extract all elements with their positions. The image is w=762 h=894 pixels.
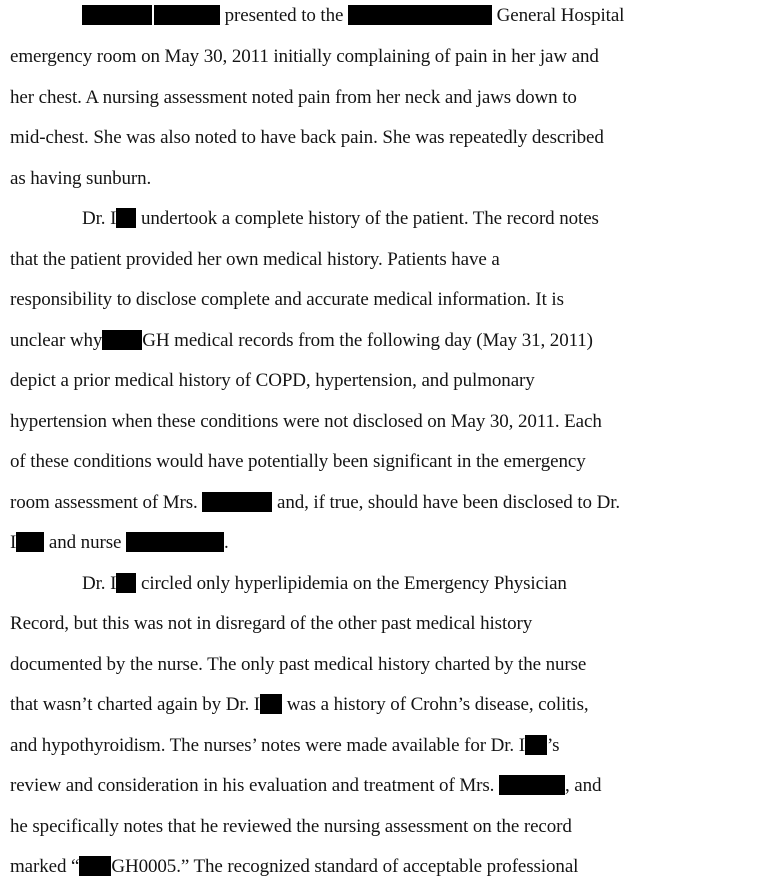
text-segment: room assessment of Mrs. xyxy=(10,492,198,513)
redaction-block xyxy=(154,5,220,25)
p2-line-8 xyxy=(10,492,620,514)
text-segment: GH medical records from the following day (May 31, 2011) xyxy=(142,330,593,351)
text-segment: was a history of Crohn’s disease, colitis, xyxy=(286,694,589,715)
p3-line-6 xyxy=(10,775,601,797)
text-segment: , and xyxy=(564,775,602,796)
text-segment: ’s xyxy=(546,735,560,756)
p3-line-8 xyxy=(10,856,578,878)
redaction-block xyxy=(202,492,272,512)
redaction-block xyxy=(260,694,282,714)
p2-line-7: of these conditions would have potentially been significant in the emergency xyxy=(10,451,586,472)
text-segment: marked “ xyxy=(10,856,80,877)
text-segment: and hypothyroidism. The nurses’ notes were made available for Dr. I xyxy=(10,735,525,756)
text-segment: undertook a complete history of the patient. The record notes xyxy=(140,208,599,229)
text-segment: Dr. I xyxy=(82,208,117,229)
p1-line-3: her chest. A nursing assessment noted pain from her neck and jaws down to xyxy=(10,87,577,108)
p1-line-1 xyxy=(82,5,624,27)
p1-line-4: mid-chest. She was also noted to have back pain. She was repeatedly described xyxy=(10,127,604,148)
p3-line-3: documented by the nurse. The only past medical history charted by the nurse xyxy=(10,654,587,675)
p2-line-4 xyxy=(10,330,593,352)
text-segment: circled only hyperlipidemia on the Emergency Physician xyxy=(140,573,567,594)
p2-line-9 xyxy=(10,532,229,554)
redaction-block xyxy=(102,330,142,350)
p3-line-2: Record, but this was not in disregard of the other past medical history xyxy=(10,613,533,634)
text-segment: General Hospital xyxy=(496,5,625,26)
p3-line-4 xyxy=(10,694,589,716)
redaction-block xyxy=(116,573,136,593)
p2-line-6: hypertension when these conditions were not disclosed on May 30, 2011. Each xyxy=(10,411,602,432)
text-segment: and nurse xyxy=(48,532,122,553)
text-segment: Dr. I xyxy=(82,573,117,594)
redaction-block xyxy=(348,5,492,25)
p2-line-3: responsibility to disclose complete and accurate medical information. It is xyxy=(10,289,564,310)
redaction-block xyxy=(116,208,136,228)
redaction-block xyxy=(525,735,547,755)
p2-line-5: depict a prior medical history of COPD, hypertension, and pulmonary xyxy=(10,370,535,391)
redaction-block xyxy=(499,775,565,795)
text-segment: I xyxy=(10,532,17,553)
p3-line-1 xyxy=(82,573,567,595)
text-segment: and, if true, should have been disclosed to Dr. xyxy=(277,492,621,513)
redaction-block xyxy=(79,856,111,876)
redaction-block xyxy=(126,532,224,552)
text-segment: review and consideration in his evaluation and treatment of Mrs. xyxy=(10,775,495,796)
p2-line-2: that the patient provided her own medical history. Patients have a xyxy=(10,249,500,270)
redaction-block xyxy=(16,532,44,552)
p3-line-7: he specifically notes that he reviewed the nursing assessment on the record xyxy=(10,816,572,837)
p3-line-5 xyxy=(10,735,559,757)
p1-line-5: as having sunburn. xyxy=(10,168,152,189)
text-segment: . xyxy=(223,532,229,553)
p1-line-2: emergency room on May 30, 2011 initially complaining of pain in her jaw and xyxy=(10,46,599,67)
text-segment: presented to the xyxy=(224,5,344,26)
p2-line-1 xyxy=(82,208,599,230)
text-segment: unclear why xyxy=(10,330,103,351)
text-segment: GH0005.” The recognized standard of acceptable professional xyxy=(111,856,579,877)
text-segment: that wasn’t charted again by Dr. I xyxy=(10,694,261,715)
redaction-block xyxy=(82,5,152,25)
